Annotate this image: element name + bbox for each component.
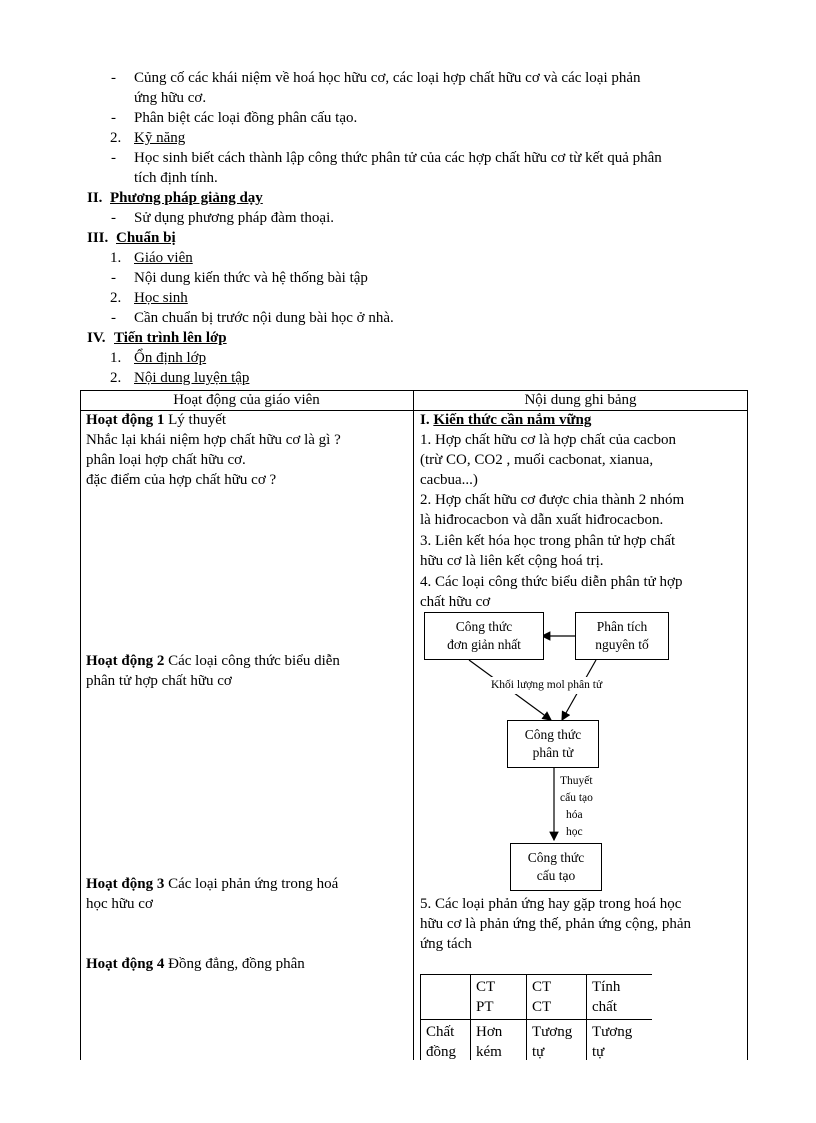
practice-content-heading: Nội dung luyện tập xyxy=(134,370,250,386)
knowledge-2-line-1: 2. Hợp chất hữu cơ được chia thành 2 nhóm xyxy=(420,492,685,508)
sub-number: 2. xyxy=(110,370,122,386)
table-border-left xyxy=(80,390,81,1060)
bullet-dash: - xyxy=(111,310,116,326)
table-row xyxy=(421,1020,653,1061)
molar-mass-label: Khối lượng mol phân tử xyxy=(490,677,603,694)
activity-4-title: Hoạt động 4 Đồng đẳng, đồng phân xyxy=(86,956,305,972)
skill-heading: Kỹ năng xyxy=(134,130,186,146)
skill-number: 2. xyxy=(110,130,122,146)
header-board-content: Nội dung ghi bảng xyxy=(524,392,637,408)
bullet-dash: - xyxy=(111,150,116,166)
objective-2: Phân biệt các loại đồng phân cấu tạo. xyxy=(134,110,358,126)
bullet-dash: - xyxy=(111,70,116,86)
box-simplest-formula: Công thức đơn giản nhất xyxy=(424,612,544,660)
bullet-dash: - xyxy=(111,210,116,226)
knowledge-5-line-1: 5. Các loại phản ứng hay gặp trong hoá học xyxy=(420,896,682,912)
section-4-number: IV. xyxy=(87,330,106,346)
table-cell: Tương tự xyxy=(587,1020,653,1061)
table-cell xyxy=(421,975,471,1020)
bullet-dash: - xyxy=(111,110,116,126)
knowledge-1-line-2: (trừ CO, CO2 , muối cacbonat, xianua, xyxy=(420,452,654,468)
teacher-item: Nội dung kiến thức và hệ thống bài tập xyxy=(134,270,368,286)
knowledge-1-line-3: cacbua...) xyxy=(420,472,478,488)
theory-label: Thuyết cấu tạo hóa học xyxy=(560,775,593,838)
activity-1-question-3: đặc điểm của hợp chất hữu cơ ? xyxy=(86,472,277,488)
activity-1-question-1: Nhắc lại khái niệm hợp chất hữu cơ là gì ? xyxy=(86,432,341,448)
knowledge-4-line-2: chất hữu cơ xyxy=(420,594,491,610)
student-item: Cần chuẩn bị trước nội dung bài học ở nhà. xyxy=(134,310,394,326)
section-2-title: Phương pháp giảng dạy xyxy=(110,190,263,206)
table-cell: Tương tự xyxy=(527,1020,587,1061)
activity-3-title: Hoạt động 3 Các loại phản ứng trong hoá xyxy=(86,876,339,892)
box-molecular-formula: Công thức phân tử xyxy=(507,720,599,768)
bullet-dash: - xyxy=(111,270,116,286)
skill-line-1: Học sinh biết cách thành lập công thức phân tử của các hợp chất hữu cơ từ kết quả phân xyxy=(134,150,662,166)
sub-number: 2. xyxy=(110,290,122,306)
section-2-number: II. xyxy=(87,190,103,206)
sub-number: 1. xyxy=(110,250,122,266)
knowledge-3-line-1: 3. Liên kết hóa học trong phân tử hợp chất xyxy=(420,533,676,549)
class-stabilize-heading: Ổn định lớp xyxy=(134,350,207,366)
activity-3-line-2: học hữu cơ xyxy=(86,896,153,912)
knowledge-3-line-2: hữu cơ là liên kết cộng hoá trị. xyxy=(420,553,604,569)
homolog-isomer-table xyxy=(420,974,652,1060)
knowledge-heading: I. Kiến thức cần nắm vững xyxy=(420,412,592,428)
objective-1-line-1: Củng cố các khái niệm về hoá học hữu cơ, các loại hợp chất hữu cơ và các loại phản xyxy=(134,70,641,86)
table-cell: Hơn kém xyxy=(471,1020,527,1061)
activity-1-question-2: phân loại hợp chất hữu cơ. xyxy=(86,452,246,468)
table-row xyxy=(421,975,653,1020)
knowledge-1-line-1: 1. Hợp chất hữu cơ là hợp chất của cacbon xyxy=(420,432,676,448)
section-3-title: Chuẩn bị xyxy=(116,230,176,246)
knowledge-5-line-2: hữu cơ là phản ứng thế, phản ứng cộng, phản xyxy=(420,916,692,932)
knowledge-5-line-3: ứng tách xyxy=(420,936,472,952)
knowledge-4-line-1: 4. Các loại công thức biểu diễn phân tử hợp xyxy=(420,574,683,590)
table-border-right xyxy=(747,390,748,1060)
table-cell: CT CT xyxy=(527,975,587,1020)
box-structural-formula: Công thức cấu tạo xyxy=(510,843,602,891)
lesson-table xyxy=(80,390,748,1060)
skill-line-2: tích định tính. xyxy=(134,170,218,186)
section-2-item: Sử dụng phương pháp đàm thoại. xyxy=(134,210,335,226)
objective-1-line-2: ứng hữu cơ. xyxy=(134,90,207,106)
student-heading: Học sinh xyxy=(134,290,188,306)
header-teacher-activity: Hoạt động của giáo viên xyxy=(173,392,320,408)
sub-number: 1. xyxy=(110,350,122,366)
knowledge-2-line-2: là hiđrocacbon và dẫn xuất hiđrocacbon. xyxy=(420,512,664,528)
activity-1-title: Hoạt động 1 Lý thuyết xyxy=(86,412,227,428)
table-cell: Chất đồng xyxy=(421,1020,471,1061)
box-element-analysis: Phân tích nguyên tố xyxy=(575,612,669,660)
table-cell: Tính chất xyxy=(587,975,653,1020)
section-3-number: III. xyxy=(87,230,109,246)
teacher-heading: Giáo viên xyxy=(134,250,193,266)
activity-2-title: Hoạt động 2 Các loại công thức biểu diễn xyxy=(86,653,340,669)
section-4-title: Tiến trình lên lớp xyxy=(114,330,227,346)
table-cell: CT PT xyxy=(471,975,527,1020)
activity-2-line-2: phân tử hợp chất hữu cơ xyxy=(86,673,232,689)
